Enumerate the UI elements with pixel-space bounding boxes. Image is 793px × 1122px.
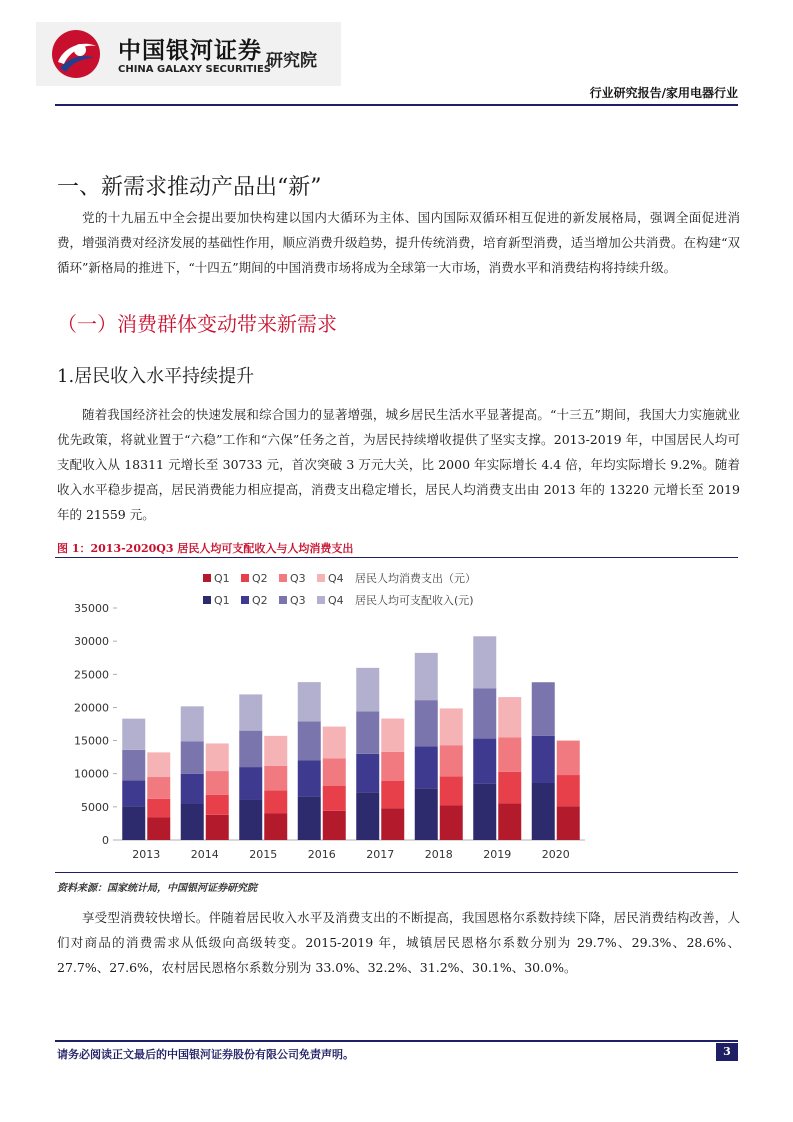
y-tick-label: 5000 [81, 800, 109, 814]
expense-bar-2017-q2 [381, 781, 404, 808]
income-bar-2019-q3 [473, 688, 496, 738]
income-bar-2018-q3 [415, 700, 438, 746]
chart-bars [122, 636, 580, 840]
engel-paragraph: 享受型消费较快增长。伴随着居民收入水平及消费支出的不断提高，我国恩格尔系数持续下降，居民消费结构改善，人们对商品的消费需求从低级向高级转变。2015-2019 年，城镇居民恩格尔系数分别为 29.7%、29.3%、28.6%、27.7%、27.6%，农村居民恩格尔系数分别为 33.0%、32.2%、31.2%、30.1%、30.0%。 [57, 910, 740, 975]
income-legend-swatch-Q4 [317, 596, 325, 604]
income-bar-2014-q3 [181, 741, 204, 773]
x-tick-label: 2015 [249, 848, 278, 861]
expense-legend-swatch-Q1 [203, 574, 211, 582]
income-bar-2014-q1 [181, 804, 204, 840]
expense-bar-2016-q1 [323, 811, 346, 840]
y-tick-label: 35000 [74, 602, 109, 615]
x-tick-label: 2017 [366, 848, 395, 861]
logo-institute: 研究院 [266, 51, 317, 71]
income-bar-2014-q4 [181, 706, 204, 741]
expense-bar-2014-q4 [206, 743, 229, 771]
footer-disclaimer: 请务必阅读正文最后的中国银河证券股份有限公司免责声明。 [57, 1048, 354, 1061]
expense-bar-2013-q2 [147, 799, 170, 818]
expense-legend-label-Q2: Q2 [252, 572, 268, 585]
income-bar-2018-q4 [415, 653, 438, 700]
galaxy-logo-icon [50, 28, 102, 80]
income-bar-2013-q2 [122, 780, 145, 806]
expense-legend-swatch-Q2 [241, 574, 249, 582]
footer-divider [55, 1040, 738, 1042]
income-bar-2015-q2 [239, 767, 262, 799]
page-header [0, 0, 793, 110]
income-bar-2019-q4 [473, 636, 496, 688]
income-expense-chart [55, 562, 738, 868]
income-bar-2017-q3 [356, 711, 379, 753]
income-bar-2015-q4 [239, 694, 262, 730]
expense-legend-label-Q1: Q1 [214, 572, 230, 585]
expense-bar-2020-q1 [557, 806, 580, 840]
income-legend-series-label: 居民人均可支配收入(元) [355, 594, 474, 607]
header-divider [55, 104, 738, 106]
expense-bar-2020-q2 [557, 775, 580, 806]
expense-bar-2014-q3 [206, 771, 229, 795]
x-tick-label: 2019 [483, 848, 512, 861]
expense-bar-2015-q3 [264, 766, 287, 791]
logo [36, 22, 341, 86]
y-tick-label: 25000 [74, 668, 109, 682]
expense-bar-2014-q2 [206, 795, 229, 815]
y-tick-label: 20000 [74, 701, 109, 715]
income-bar-2018-q1 [415, 788, 438, 840]
income-bar-2015-q3 [239, 731, 262, 767]
expense-bar-2014-q1 [206, 815, 229, 840]
figure-title: 图 1：2013-2020Q3 居民人均可支配收入与人均消费支出 [57, 542, 354, 555]
expense-bar-2020-q3 [557, 741, 580, 775]
expense-bar-2018-q4 [440, 708, 463, 745]
income-bar-2016-q3 [298, 721, 321, 760]
income-bar-2020-q2 [532, 736, 555, 783]
section-title: 一、新需求推动产品出“新” [57, 175, 322, 200]
expense-bar-2015-q1 [264, 813, 287, 840]
expense-bar-2018-q3 [440, 745, 463, 776]
y-tick-label: 10000 [74, 767, 109, 781]
logo-chinese-name: 中国银河证券 [118, 38, 262, 64]
income-bar-2016-q1 [298, 796, 321, 840]
x-tick-label: 2013 [132, 848, 161, 861]
y-tick-label: 30000 [74, 635, 109, 649]
income-bar-2020-q3 [532, 682, 555, 736]
subsection-title: （一）消费群体变动带来新需求 [57, 312, 337, 336]
figure-top-rule [55, 557, 738, 558]
intro-paragraph: 党的十九届五中全会提出要加快构建以国内大循环为主体、国内国际双循环相互促进的新发展格局，强调全面促进消费，增强消费对经济发展的基础性作用，顺应消费升级趋势，提升传统消费，培育新型消费，适当增加公共消费。在构建“双循环”新格局的推进下，“十四五”期间的中国消费市场将成为全球第一大市场，消费水平和消费结构将持续升级。 [57, 210, 740, 275]
expense-legend-series-label: 居民人均消费支出（元） [355, 572, 476, 585]
income-legend-label-Q4: Q4 [328, 594, 344, 607]
income-bar-2020-q1 [532, 783, 555, 840]
expense-bar-2019-q1 [498, 804, 521, 840]
report-type: 行业研究报告/家用电器行业 [589, 86, 738, 100]
income-legend-label-Q3: Q3 [290, 594, 306, 607]
income-legend-label-Q2: Q2 [252, 594, 268, 607]
expense-bar-2018-q2 [440, 776, 463, 805]
income-bar-2019-q2 [473, 739, 496, 784]
expense-bar-2017-q4 [381, 719, 404, 752]
expense-bar-2017-q3 [381, 752, 404, 781]
expense-bar-2016-q2 [323, 786, 346, 811]
income-legend-swatch-Q2 [241, 596, 249, 604]
income-bar-2017-q4 [356, 668, 379, 712]
expense-bar-2019-q2 [498, 772, 521, 804]
expense-bar-2019-q4 [498, 697, 521, 737]
income-bar-2016-q4 [298, 682, 321, 721]
income-bar-2016-q2 [298, 760, 321, 796]
expense-bar-2017-q1 [381, 808, 404, 840]
income-bar-2015-q1 [239, 800, 262, 840]
y-tick-label: 0 [102, 834, 109, 847]
expense-bar-2018-q1 [440, 806, 463, 840]
expense-legend-swatch-Q3 [279, 574, 287, 582]
expense-legend-swatch-Q4 [317, 574, 325, 582]
income-bar-2013-q3 [122, 750, 145, 780]
chart-legend [203, 571, 476, 607]
income-bar-2017-q1 [356, 792, 379, 840]
income-legend-swatch-Q3 [279, 596, 287, 604]
expense-bar-2013-q1 [147, 817, 170, 840]
expense-bar-2016-q4 [323, 727, 346, 759]
expense-bar-2015-q4 [264, 736, 287, 766]
x-tick-label: 2020 [541, 848, 570, 861]
income-bar-2014-q2 [181, 774, 204, 804]
subsubsection-title: 1.居民收入水平持续提升 [57, 366, 255, 387]
income-legend-swatch-Q1 [203, 596, 211, 604]
income-paragraph: 随着我国经济社会的快速发展和综合国力的显著增强，城乡居民生活水平显著提高。“十三五”期间，我国大力实施就业优先政策，将就业置于“六稳”工作和“六保”任务之首，为居民持续增收提供了坚实支撑。2013-2019 年，中国居民人均可支配收入从 18311 元增长至 30733 元，首次突破 3 万元大关，比 2000 年实际增长 4.4 倍，年均实际增长 9.2%。随着收入水平稳步提高，居民消费能力相应提高，消费支出稳定增长，居民人均消费支出由 2013 年的 13220 元增长至 2019 年的 21559 元。 [57, 407, 740, 522]
x-tick-label: 2016 [307, 848, 336, 861]
figure-bottom-rule [55, 872, 738, 873]
chart-x-axis [132, 848, 570, 861]
expense-legend-label-Q3: Q3 [290, 572, 306, 585]
income-bar-2013-q4 [122, 719, 145, 750]
expense-bar-2016-q3 [323, 758, 346, 785]
logo-english-name: CHINA GALAXY SECURITIES [118, 64, 271, 75]
expense-bar-2013-q4 [147, 752, 170, 777]
page-number: 3 [716, 1043, 738, 1061]
income-legend-label-Q1: Q1 [214, 594, 230, 607]
figure-source: 资料来源：国家统计局，中国银河证券研究院 [57, 883, 257, 894]
income-bar-2019-q1 [473, 784, 496, 840]
expense-bar-2015-q2 [264, 790, 287, 813]
income-bar-2017-q2 [356, 754, 379, 792]
x-tick-label: 2018 [424, 848, 453, 861]
x-tick-label: 2014 [190, 848, 219, 861]
expense-bar-2013-q3 [147, 777, 170, 799]
y-tick-label: 15000 [74, 734, 109, 748]
income-bar-2013-q1 [122, 806, 145, 840]
expense-legend-label-Q4: Q4 [328, 572, 344, 585]
income-bar-2018-q2 [415, 747, 438, 789]
expense-bar-2019-q3 [498, 737, 521, 771]
